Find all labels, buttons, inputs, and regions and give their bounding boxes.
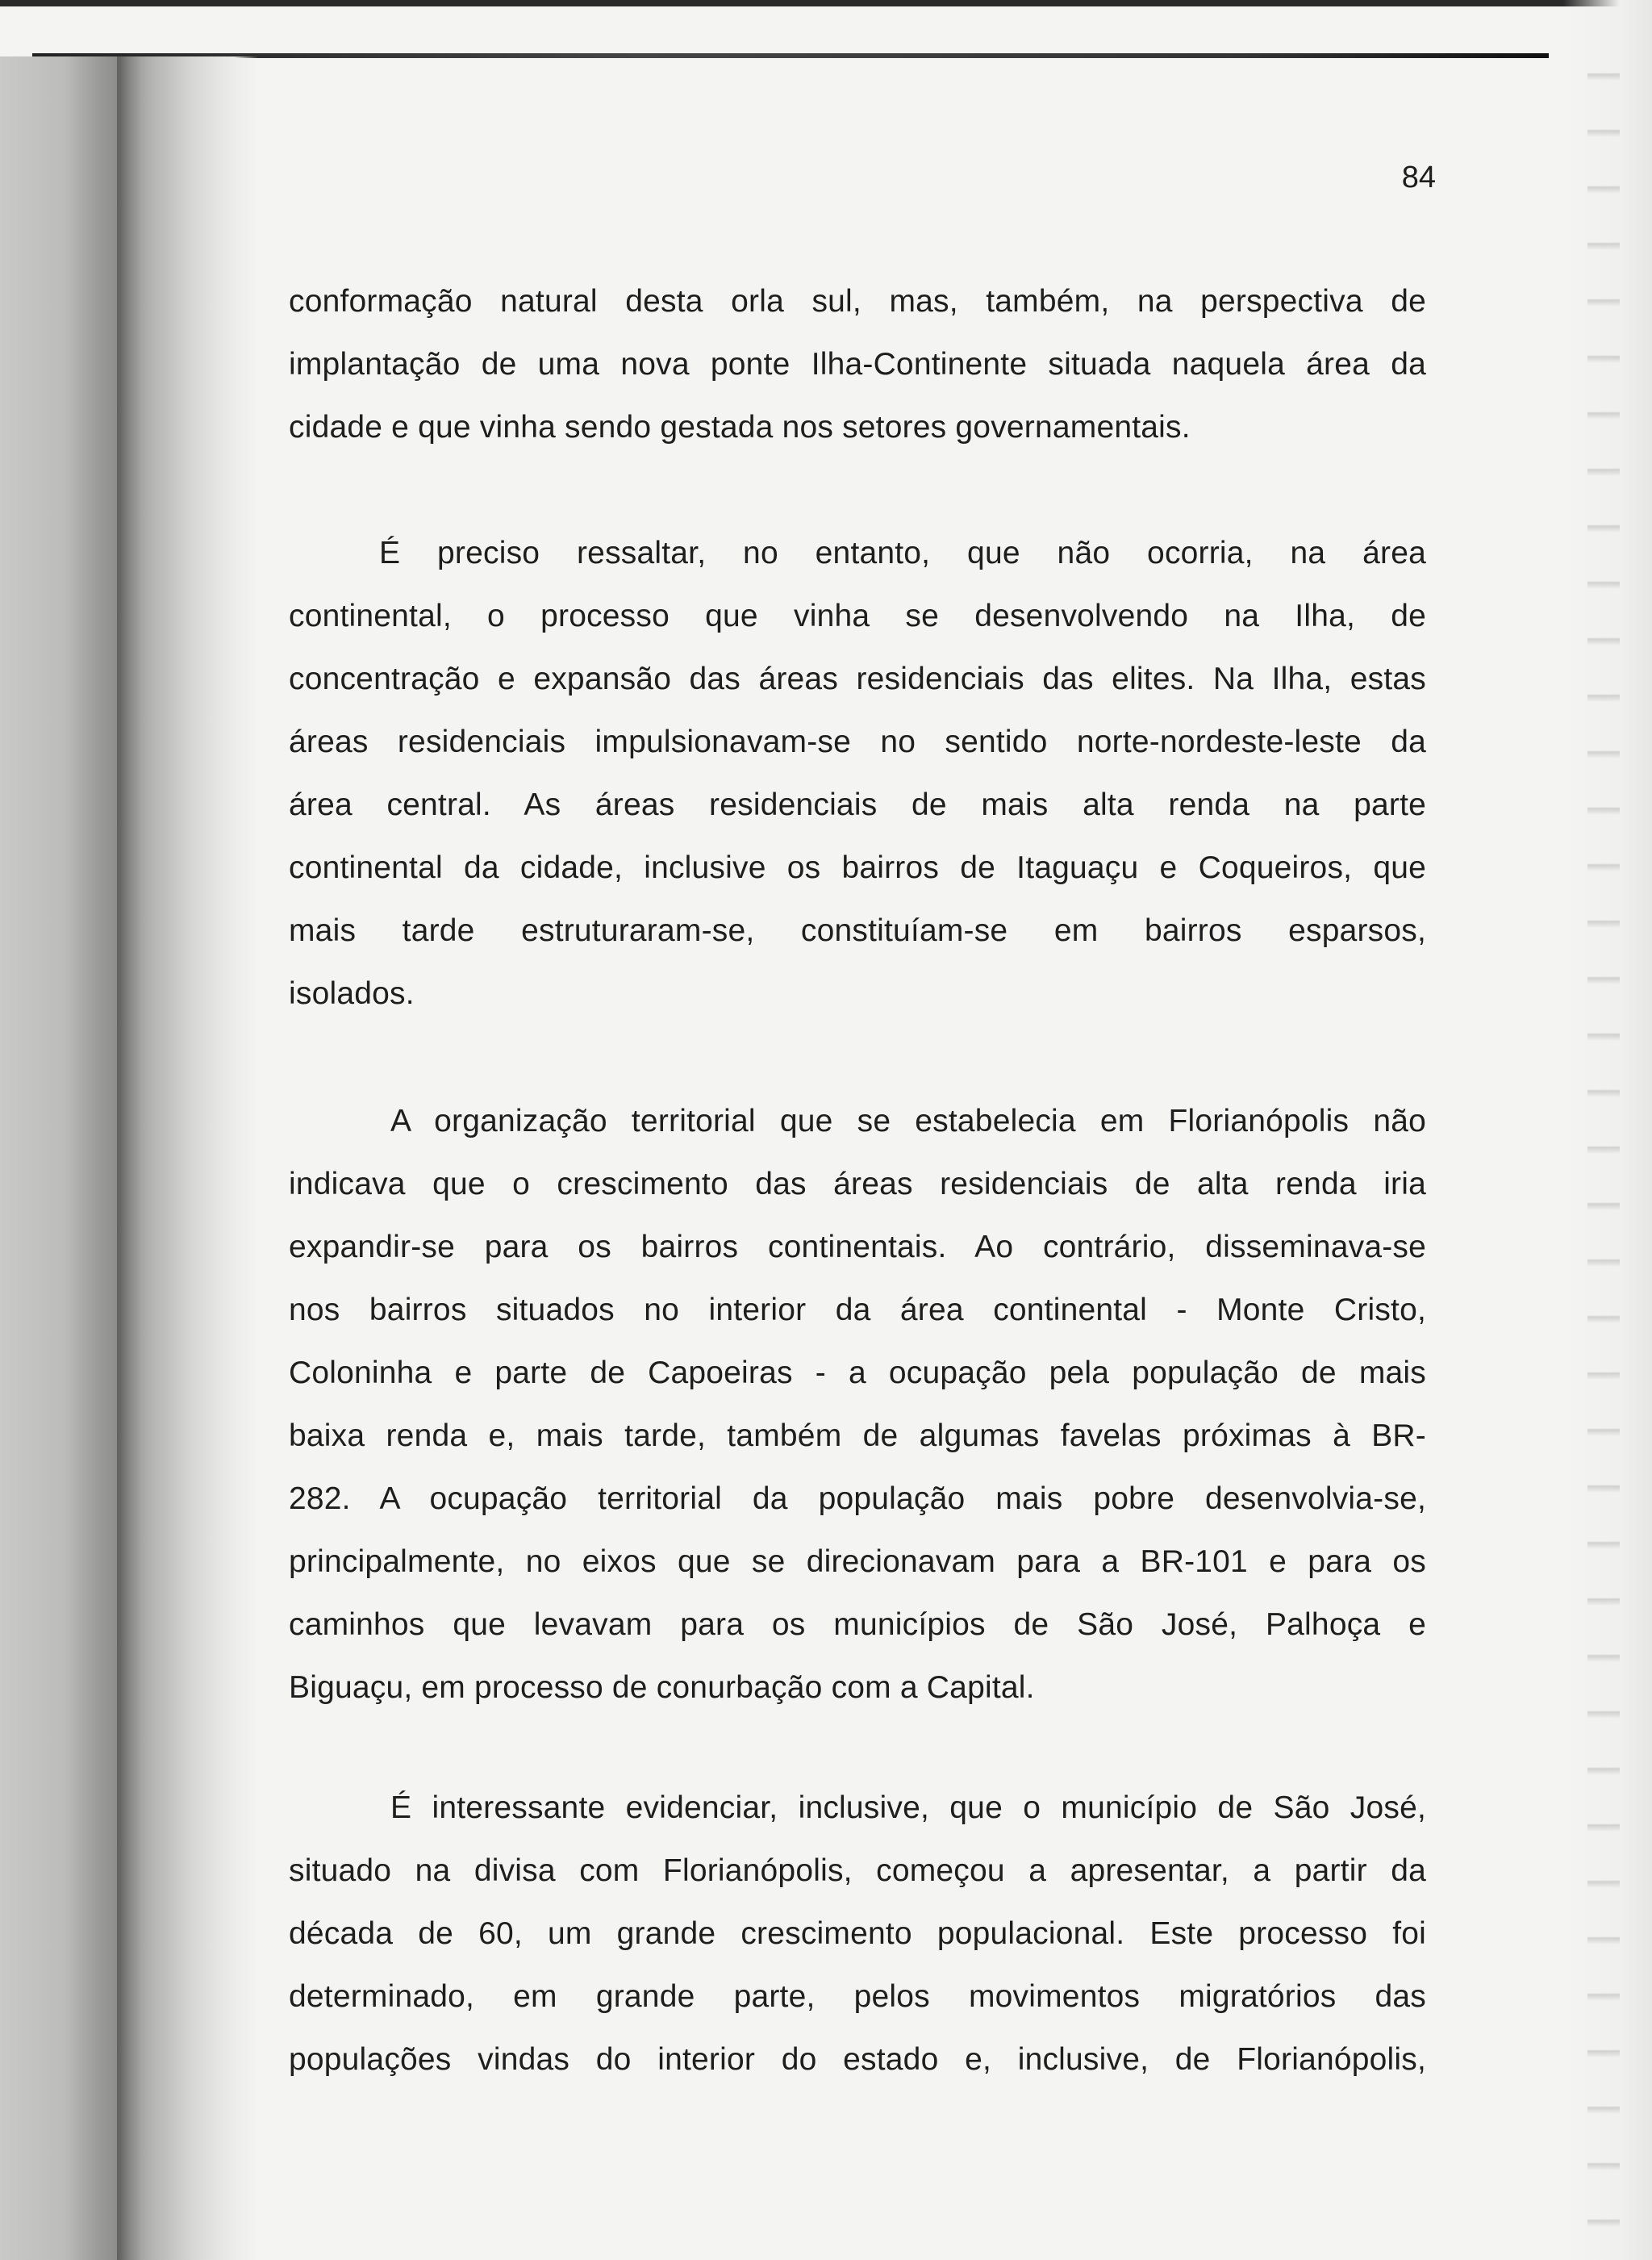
text-line: Coloninha e parte de Capoeiras - a ocupação pela população de mais	[289, 1356, 1426, 1390]
text-line: isolados.	[289, 976, 415, 1011]
text-line: áreas residenciais impulsionavam-se no sentido norte-nordeste-leste da	[289, 725, 1426, 759]
text-line: determinado, em grande parte, pelos movimentos migratórios das	[289, 1979, 1426, 2014]
text-line: implantação de uma nova ponte Ilha-Continente situada naquela área da	[289, 347, 1426, 382]
scan-top-rule	[32, 53, 1549, 58]
scan-top-border	[0, 0, 1652, 6]
text-line: década de 60, um grande crescimento populacional. Este processo foi	[289, 1916, 1426, 1951]
text-line: continental, o processo que vinha se desenvolvendo na Ilha, de	[289, 599, 1426, 633]
text-line: É interessante evidenciar, inclusive, que o município de São José,	[390, 1790, 1426, 1825]
paragraph-1	[289, 270, 1426, 459]
paragraph-3	[289, 1090, 1426, 1719]
right-edge-marks	[1587, 24, 1620, 2235]
text-line: área central. As áreas residenciais de mais alta renda na parte	[289, 787, 1426, 822]
text-line: caminhos que levavam para os municípios de São José, Palhoça e	[289, 1607, 1426, 1642]
text-line: concentração e expansão das áreas residenciais das elites. Na Ilha, estas	[289, 662, 1426, 696]
paragraph-4	[289, 1777, 1426, 2091]
text-line: continental da cidade, inclusive os bairros de Itaguaçu e Coqueiros, que	[289, 850, 1426, 885]
text-line: Biguaçu, em processo de conurbação com a Capital.	[289, 1670, 1035, 1705]
text-line: populações vindas do interior do estado e, inclusive, de Florianópolis,	[289, 2042, 1426, 2077]
text-line: A organização territorial que se estabelecia em Florianópolis não	[390, 1104, 1426, 1138]
text-line: cidade e que vinha sendo gestada nos setores governamentais.	[289, 410, 1191, 445]
text-line: indicava que o crescimento das áreas residenciais de alta renda iria	[289, 1167, 1426, 1201]
text-line: conformação natural desta orla sul, mas, também, na perspectiva de	[289, 284, 1426, 319]
text-line: baixa renda e, mais tarde, também de algumas favelas próximas à BR-	[289, 1418, 1426, 1453]
text-line: principalmente, no eixos que se direcionavam para a BR-101 e para os	[289, 1544, 1426, 1579]
text-line: mais tarde estruturaram-se, constituíam-se em bairros esparsos,	[289, 913, 1426, 948]
text-line: 282. A ocupação territorial da população mais pobre desenvolvia-se,	[289, 1481, 1426, 1516]
page-number: 84	[1401, 161, 1436, 194]
text-line: É preciso ressaltar, no entanto, que não ocorria, na área	[379, 536, 1426, 570]
text-line: expandir-se para os bairros continentais. Ao contrário, disseminava-se	[289, 1230, 1426, 1264]
paragraph-2	[289, 522, 1426, 1026]
binding-gutter	[117, 56, 141, 2260]
text-line: situado na divisa com Florianópolis, começou a apresentar, a partir da	[289, 1853, 1426, 1888]
text-line: nos bairros situados no interior da área continental - Monte Cristo,	[289, 1293, 1426, 1327]
